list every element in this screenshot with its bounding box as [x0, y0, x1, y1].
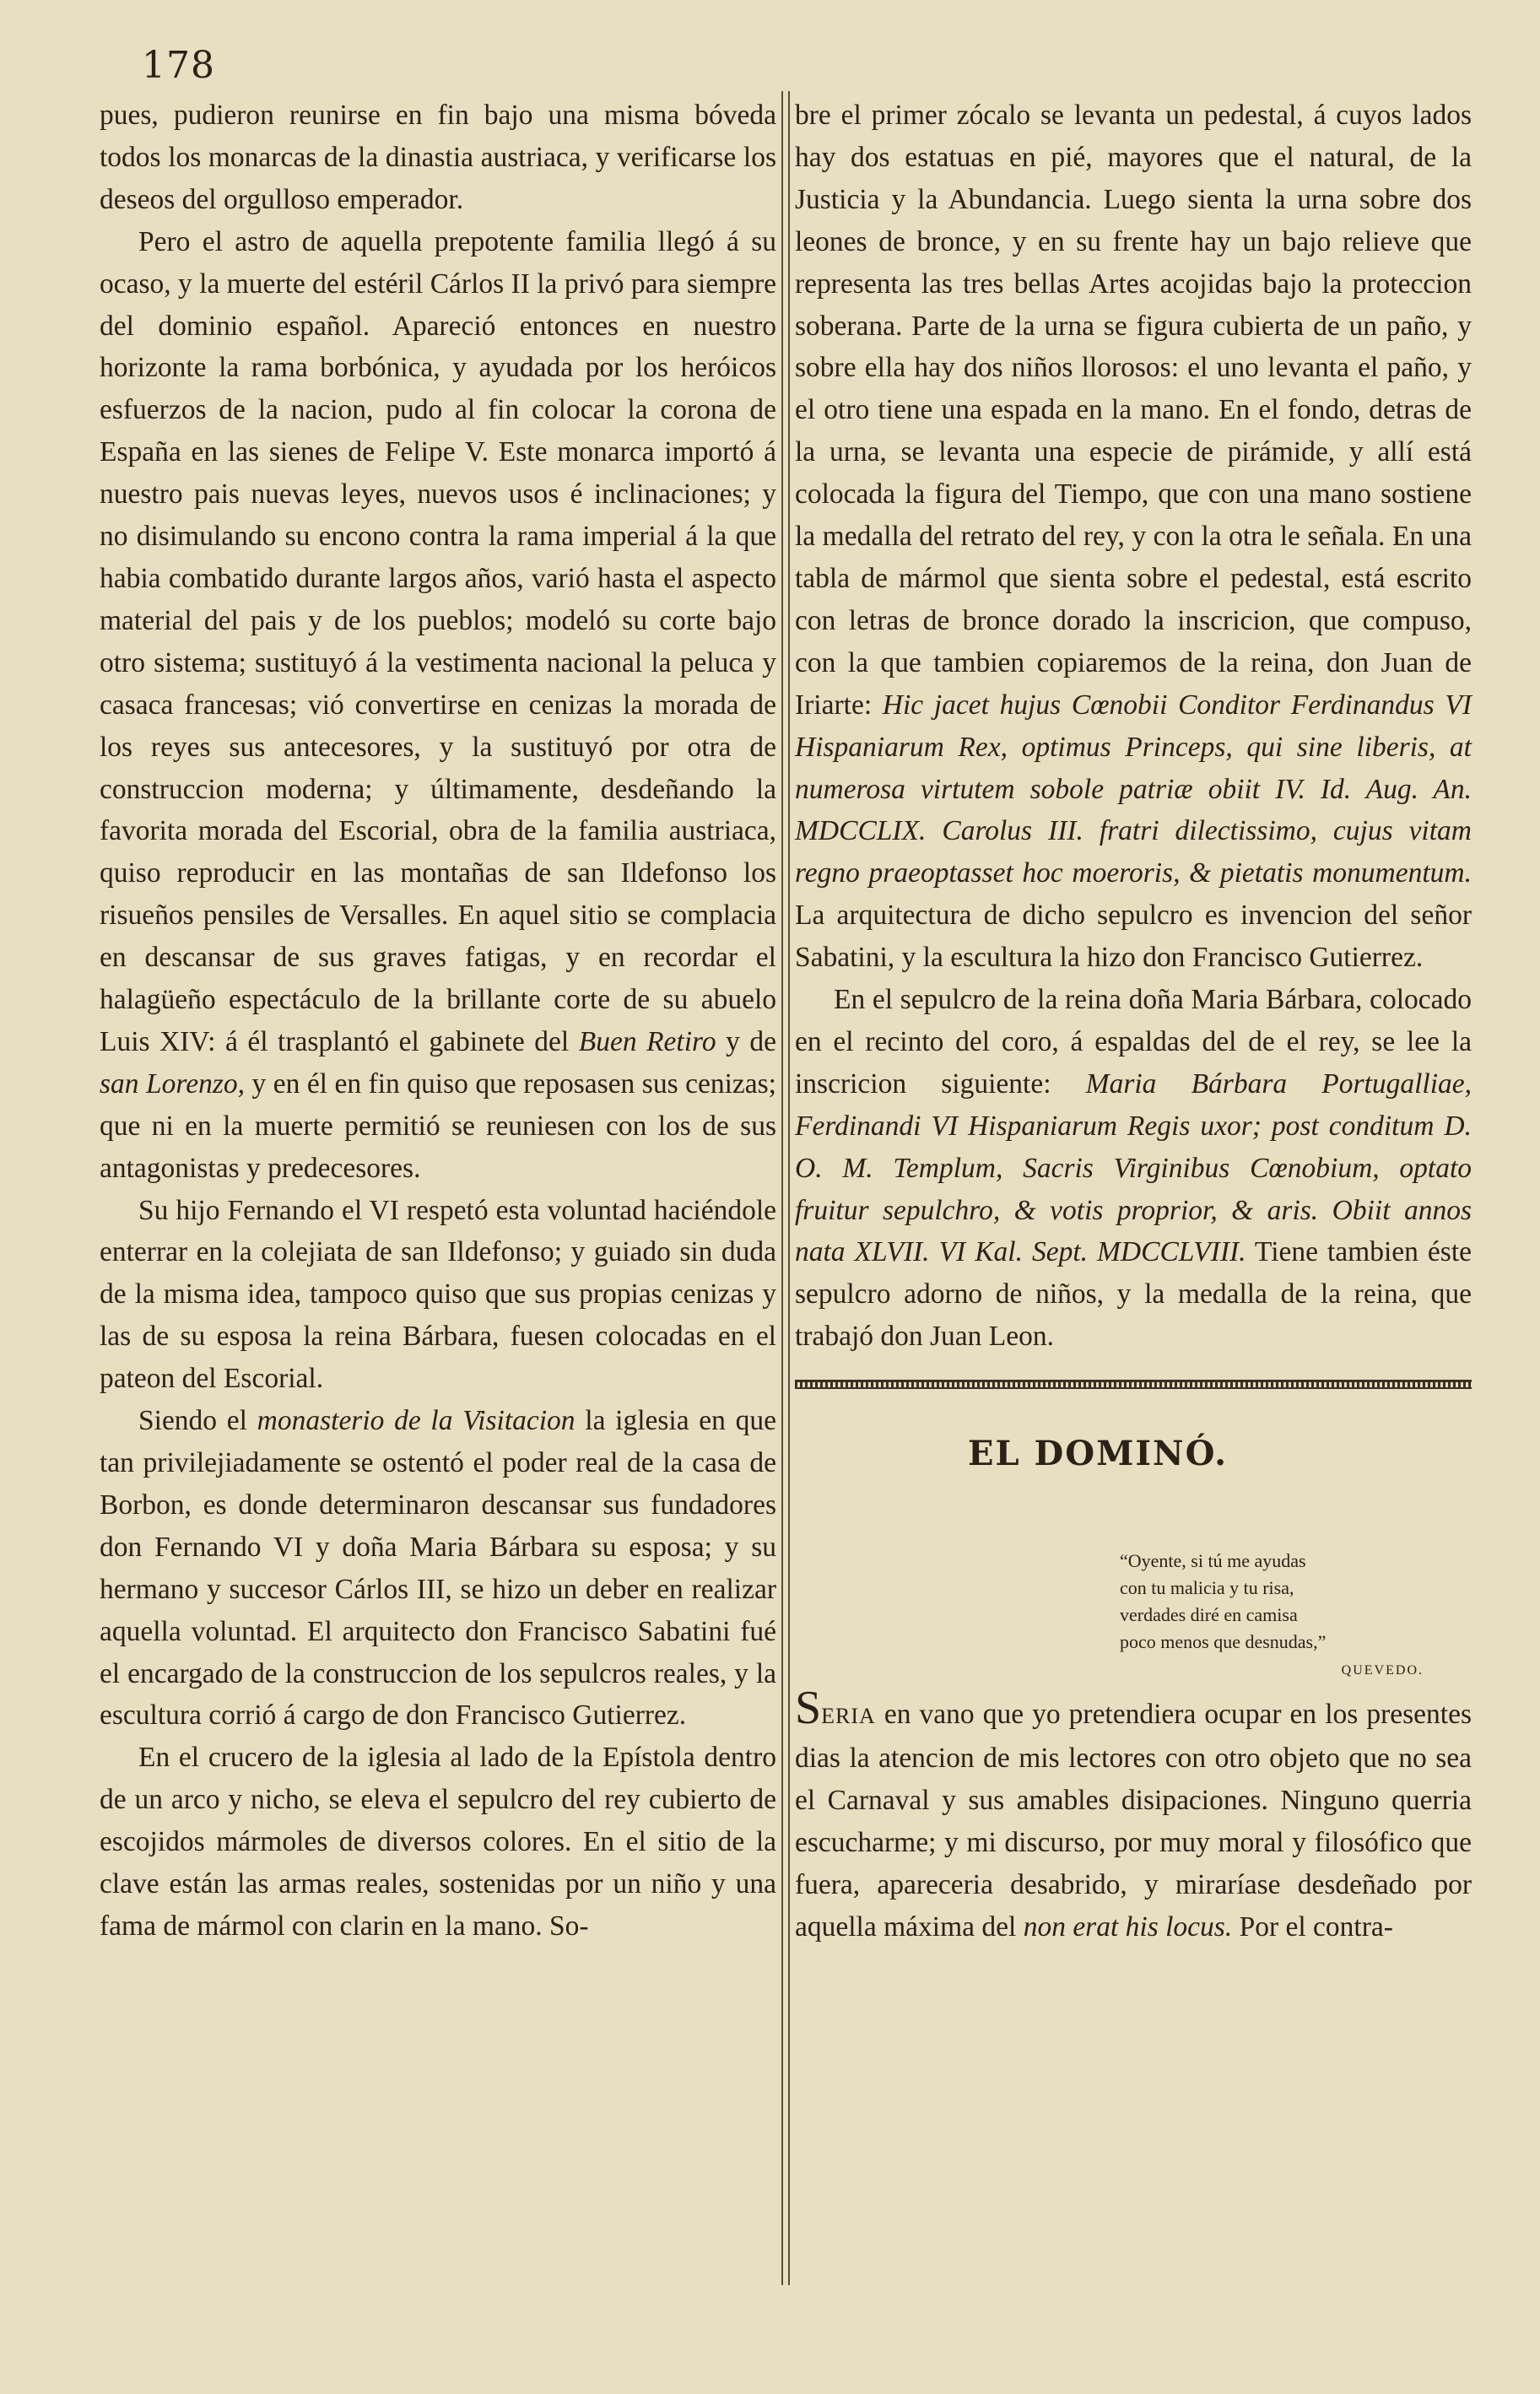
article-title: EL DOMINÓ.	[968, 1434, 1229, 1474]
paragraph: Siendo el monasterio de la Visitacion la iglesia en que tan privilejiadamente se ostentó el poder real de la casa de Borbon, es donde determinaron descansar sus fundadores don Fernando VI y doña Maria Bárbara su esposa; y su hermano y succesor Cárlos III, se hizo un deber en realizar aquella voluntad. El arquitecto don Francisco Sabatini fué el encargado de la construccion de los sepulcros reales, y la escultura corrió á cargo de don Francisco Gutierrez.	[100, 1405, 776, 1732]
epigraph	[795, 1548, 1472, 1691]
epigraph-line: con tu malicia y tu risa,	[1120, 1577, 1294, 1599]
paragraph: En el sepulcro de la reina doña Maria Bárbara, colocado en el recinto del coro, á espaldas del de el rey, se lee la inscricion siguiente: Maria Bárbara Portugalliae, Ferdinandi VI Hispaniarum Regis uxor; post conditum D. O. M. Templum, Sacris Virginibus Cœnobium, optato fruitur sepulchro, & votis proprior, & aris. Obiit annos nata XLVII. VI Kal. Sept. MDCCLVIII. Tiene tambien éste sepulcro adorno de niños, y la medalla de la reina, que trabajó don Juan Leon.	[795, 984, 1472, 1353]
italic-text: Buen Retiro	[578, 1025, 716, 1057]
italic-text: monasterio de la Visitacion	[257, 1405, 575, 1437]
paragraph: SERIA en vano que yo pretendiera ocupar en los presentes dias la atencion de mis lectores con otro objeto que no sea el Carnaval y sus amables disipaciones. Ninguno querria escucharme; y mi discurso, por muy moral y filosófico que fuera, apareceria desabrido, y miraríase desdeñado por aquella máxima del non erat his locus. Por el contra-	[795, 1682, 1472, 1943]
italic-text: san Lorenzo,	[100, 1067, 245, 1100]
article-heading-block	[795, 1413, 1472, 1522]
paragraph: bre el primer zócalo se levanta un pedestal, á cuyos lados hay dos estatuas en pié, mayores que el natural, de la Justicia y la Abundancia. Luego sienta la urna sobre dos leones de bronce, y en su frente hay un bajo relieve que representa las tres bellas Artes acojidas bajo la proteccion soberana. Parte de la urna se figura cubierta de un paño, y sobre ella hay dos niños llorosos: el uno levanta el paño, y el otro tiene una espada en la mano. En el fondo, detras de la urna, se levanta una especie de pirámide, y allí está colocada la figura del Tiempo, que con una mano sostiene la medalla del retrato del rey, y con la otra le señala. En una tabla de mármol que sienta sobre el pedestal, está escrito con letras de bronce dorado la inscricion, que compuso, con la que tambien copiaremos de la reina, don Juan de Iriarte: Hic jacet hujus Cœnobii Conditor Ferdinandus VI Hispaniarum Rex, optimus Princeps, qui sine liberis, at numerosa virtutem sobole patriæ obiit IV. Id. Aug. An. MDCCLIX. Carolus III. fratri dilectissimo, cujus vitam regno praeoptasset hoc moeroris, & pietatis monumentum. La arquitectura de dicho sepulcro es invencion del señor Sabatini, y la escultura la hizo don Francisco Gutierrez.	[795, 100, 1472, 974]
latin-inscription: Maria Bárbara Portugalliae, Ferdinandi VI Hispaniarum Regis uxor; post conditum D. O. M. Templum, Sacris Virginibus Cœnobium, optato fruitur sepulchro, & votis proprior, & aris. Obiit annos nata XLVII. VI Kal. Sept. MDCCLVIII.	[795, 1067, 1472, 1268]
epigraph-line: poco menos que desnudas,”	[1120, 1631, 1327, 1653]
column-divider	[781, 91, 790, 2285]
italic-text: non erat his locus.	[1023, 1910, 1233, 1943]
drop-cap: S	[795, 1682, 822, 1735]
paragraph: Su hijo Fernando el VI respetó esta voluntad haciéndole enterrar en la colejiata de san Ildefonso; y guiado sin duda de la misma idea, tampoco quiso que sus propias cenizas y las de su esposa la reina Bárbara, fuesen colocadas en el pateon del Escorial.	[100, 1194, 776, 1395]
epigraph-author: QUEVEDO.	[1341, 1663, 1424, 1678]
right-column	[795, 95, 1472, 1948]
paragraph: En el crucero de la iglesia al lado de la Epístola dentro de un arco y nicho, se eleva el sepulcro del rey cubierto de escojidos mármoles de diversos colores. En el sitio de la clave están las armas reales, sostenidas por un niño y una fama de mármol con clarin en la mano. So-	[100, 1742, 776, 1942]
page-number: 178	[142, 44, 215, 87]
paragraph: Pero el astro de aquella prepotente familia llegó á su ocaso, y la muerte del estéril Cárlos II la privó para siempre del dominio español. Apareció entonces en nuestro horizonte la rama borbónica, y ayudada por los heróicos esfuerzos de la nacion, pudo al fin colocar la corona de España en las sienes de Felipe V. Este monarca importó á nuestro pais nuevas leyes, nuevos usos é inclinaciones; y no disimulando su encono contra la rama imperial á la que habia combatido durante largos años, varió hasta el aspecto material del pais y de los pueblos; modeló su corte bajo otro sistema; sustituyó á la vestimenta nacional la peluca y casaca francesas; vió convertirse en cenizas la morada de los reyes sus antecesores, y la sustituyó por otra de construccion moderna; y últimamente, desdeñando la favorita morada del Escorial, obra de la familia austriaca, quiso reproducir en las montañas de san Ildefonso los risueños pensiles de Versalles. En aquel sitio se complacia en descansar de sus graves fatigas, y en recordar el halagüeño espectáculo de la brillante corte de su abuelo Luis XIV: á él trasplantó el gabinete del Buen Retiro y de san Lorenzo, y en él en fin quiso que reposasen sus cenizas; que ni en la muerte permitió se reuniesen con los de sus antagonistas y predecesores.	[100, 225, 776, 1184]
small-caps: ERIA	[821, 1704, 876, 1729]
epigraph-line: verdades diré en camisa	[1120, 1604, 1298, 1626]
left-column	[100, 95, 776, 1948]
latin-inscription: Hic jacet hujus Cœnobii Conditor Ferdinandus VI Hispaniarum Rex, optimus Princeps, qui sine liberis, at numerosa virtutem sobole patriæ obiit IV. Id. Aug. An. MDCCLIX. Carolus III. fratri dilectissimo, cujus vitam regno praeoptasset hoc moeroris, & pietatis monumentum.	[795, 689, 1472, 889]
section-separator	[795, 1380, 1472, 1389]
paragraph: pues, pudieron reunirse en fin bajo una misma bóveda todos los monarcas de la dinastia austriaca, y verificarse los deseos del orgulloso emperador.	[100, 100, 776, 215]
epigraph-line: “Oyente, si tú me ayudas	[1120, 1550, 1306, 1572]
